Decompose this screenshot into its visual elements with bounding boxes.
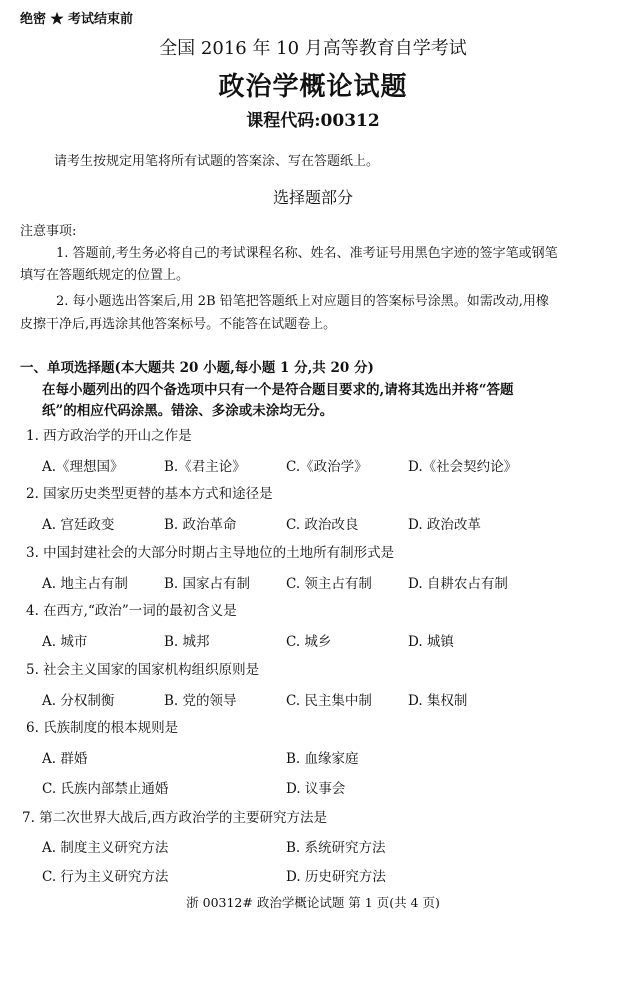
question-4-option-c: C. 城乡 <box>286 634 332 650</box>
question-3-option-c: C. 领主占有制 <box>286 576 372 592</box>
question-4: 4. 在西方,“政治”一词的最初含义是 <box>26 603 237 619</box>
question-4-option-a: A. 城市 <box>42 634 88 650</box>
secret-label: 绝密 ★ 考试结束前 <box>20 12 134 27</box>
question-1-option-a: A.《理想国》 <box>42 459 124 475</box>
question-5: 5. 社会主义国家的国家机构组织原则是 <box>26 662 260 678</box>
page-footer: 浙 00312# 政治学概论试题 第 1 页(共 4 页) <box>186 895 440 910</box>
question-7-option-d: D. 历史研究方法 <box>286 869 386 885</box>
question-2-option-a: A. 宫廷政变 <box>42 517 115 533</box>
question-3: 3. 中国封建社会的大部分时期占主导地位的土地所有制形式是 <box>26 545 395 561</box>
note-1-line-2: 填写在答题纸规定的位置上。 <box>20 268 190 283</box>
part1-heading: 一、单项选择题(本大题共 20 小题,每小题 1 分,共 20 分) <box>20 360 374 376</box>
question-2-option-c: C. 政治改良 <box>286 517 359 533</box>
question-6-option-d: D. 议事会 <box>286 781 346 797</box>
question-2: 2. 国家历史类型更替的基本方式和途径是 <box>26 486 273 502</box>
general-instruction: 请考生按规定用笔将所有试题的答案涂、写在答题纸上。 <box>54 154 380 169</box>
question-3-option-d: D. 自耕农占有制 <box>408 576 508 592</box>
question-5-option-a: A. 分权制衡 <box>42 693 115 709</box>
question-2-option-d: D. 政治改革 <box>408 517 481 533</box>
part1-instruction-line-2: 纸”的相应代码涂黑。错涂、多涂或未涂均无分。 <box>42 403 334 419</box>
course-code: 课程代码:00312 <box>246 111 380 131</box>
question-3-option-b: B. 国家占有制 <box>164 576 251 592</box>
question-6-option-c: C. 氏族内部禁止通婚 <box>42 781 169 797</box>
question-5-option-d: D. 集权制 <box>408 693 468 709</box>
note-2-line-2: 皮擦干净后,再选涂其他答案标号。不能答在试题卷上。 <box>20 317 337 332</box>
question-7: 7. 第二次世界大战后,西方政治学的主要研究方法是 <box>22 810 327 826</box>
question-5-option-c: C. 民主集中制 <box>286 693 372 709</box>
note-1-line-1: 1. 答题前,考生务必将自己的考试课程名称、姓名、准考证号用黑色字迹的签字笔或钢笔 <box>56 246 558 261</box>
page-title: 政治学概论试题 <box>218 72 408 102</box>
section-title: 选择题部分 <box>272 188 353 207</box>
question-6: 6. 氏族制度的根本规则是 <box>26 720 179 736</box>
question-6-option-a: A. 群婚 <box>42 751 88 767</box>
question-6-option-b: B. 血缘家庭 <box>286 751 359 767</box>
question-4-option-d: D. 城镇 <box>408 634 454 650</box>
question-2-option-b: B. 政治革命 <box>164 517 237 533</box>
question-7-option-b: B. 系统研究方法 <box>286 840 386 856</box>
notes-heading: 注意事项: <box>20 224 77 239</box>
note-2-line-1: 2. 每小题选出答案后,用 2B 铅笔把答题纸上对应题目的答案标号涂黑。如需改动,用橡 <box>56 294 549 309</box>
question-1: 1. 西方政治学的开山之作是 <box>26 428 192 444</box>
question-3-option-a: A. 地主占有制 <box>42 576 128 592</box>
part1-instruction-line-1: 在每小题列出的四个备选项中只有一个是符合题目要求的,请将其选出并将“答题 <box>42 382 514 398</box>
question-4-option-b: B. 城邦 <box>164 634 210 650</box>
question-7-option-a: A. 制度主义研究方法 <box>42 840 169 856</box>
question-5-option-b: B. 党的领导 <box>164 693 237 709</box>
question-1-option-d: D.《社会契约论》 <box>408 459 518 475</box>
question-1-option-c: C.《政治学》 <box>286 459 368 475</box>
question-7-option-c: C. 行为主义研究方法 <box>42 869 169 885</box>
question-1-option-b: B.《君主论》 <box>164 459 246 475</box>
exam-name: 全国 2016 年 10 月高等教育自学考试 <box>159 38 467 59</box>
